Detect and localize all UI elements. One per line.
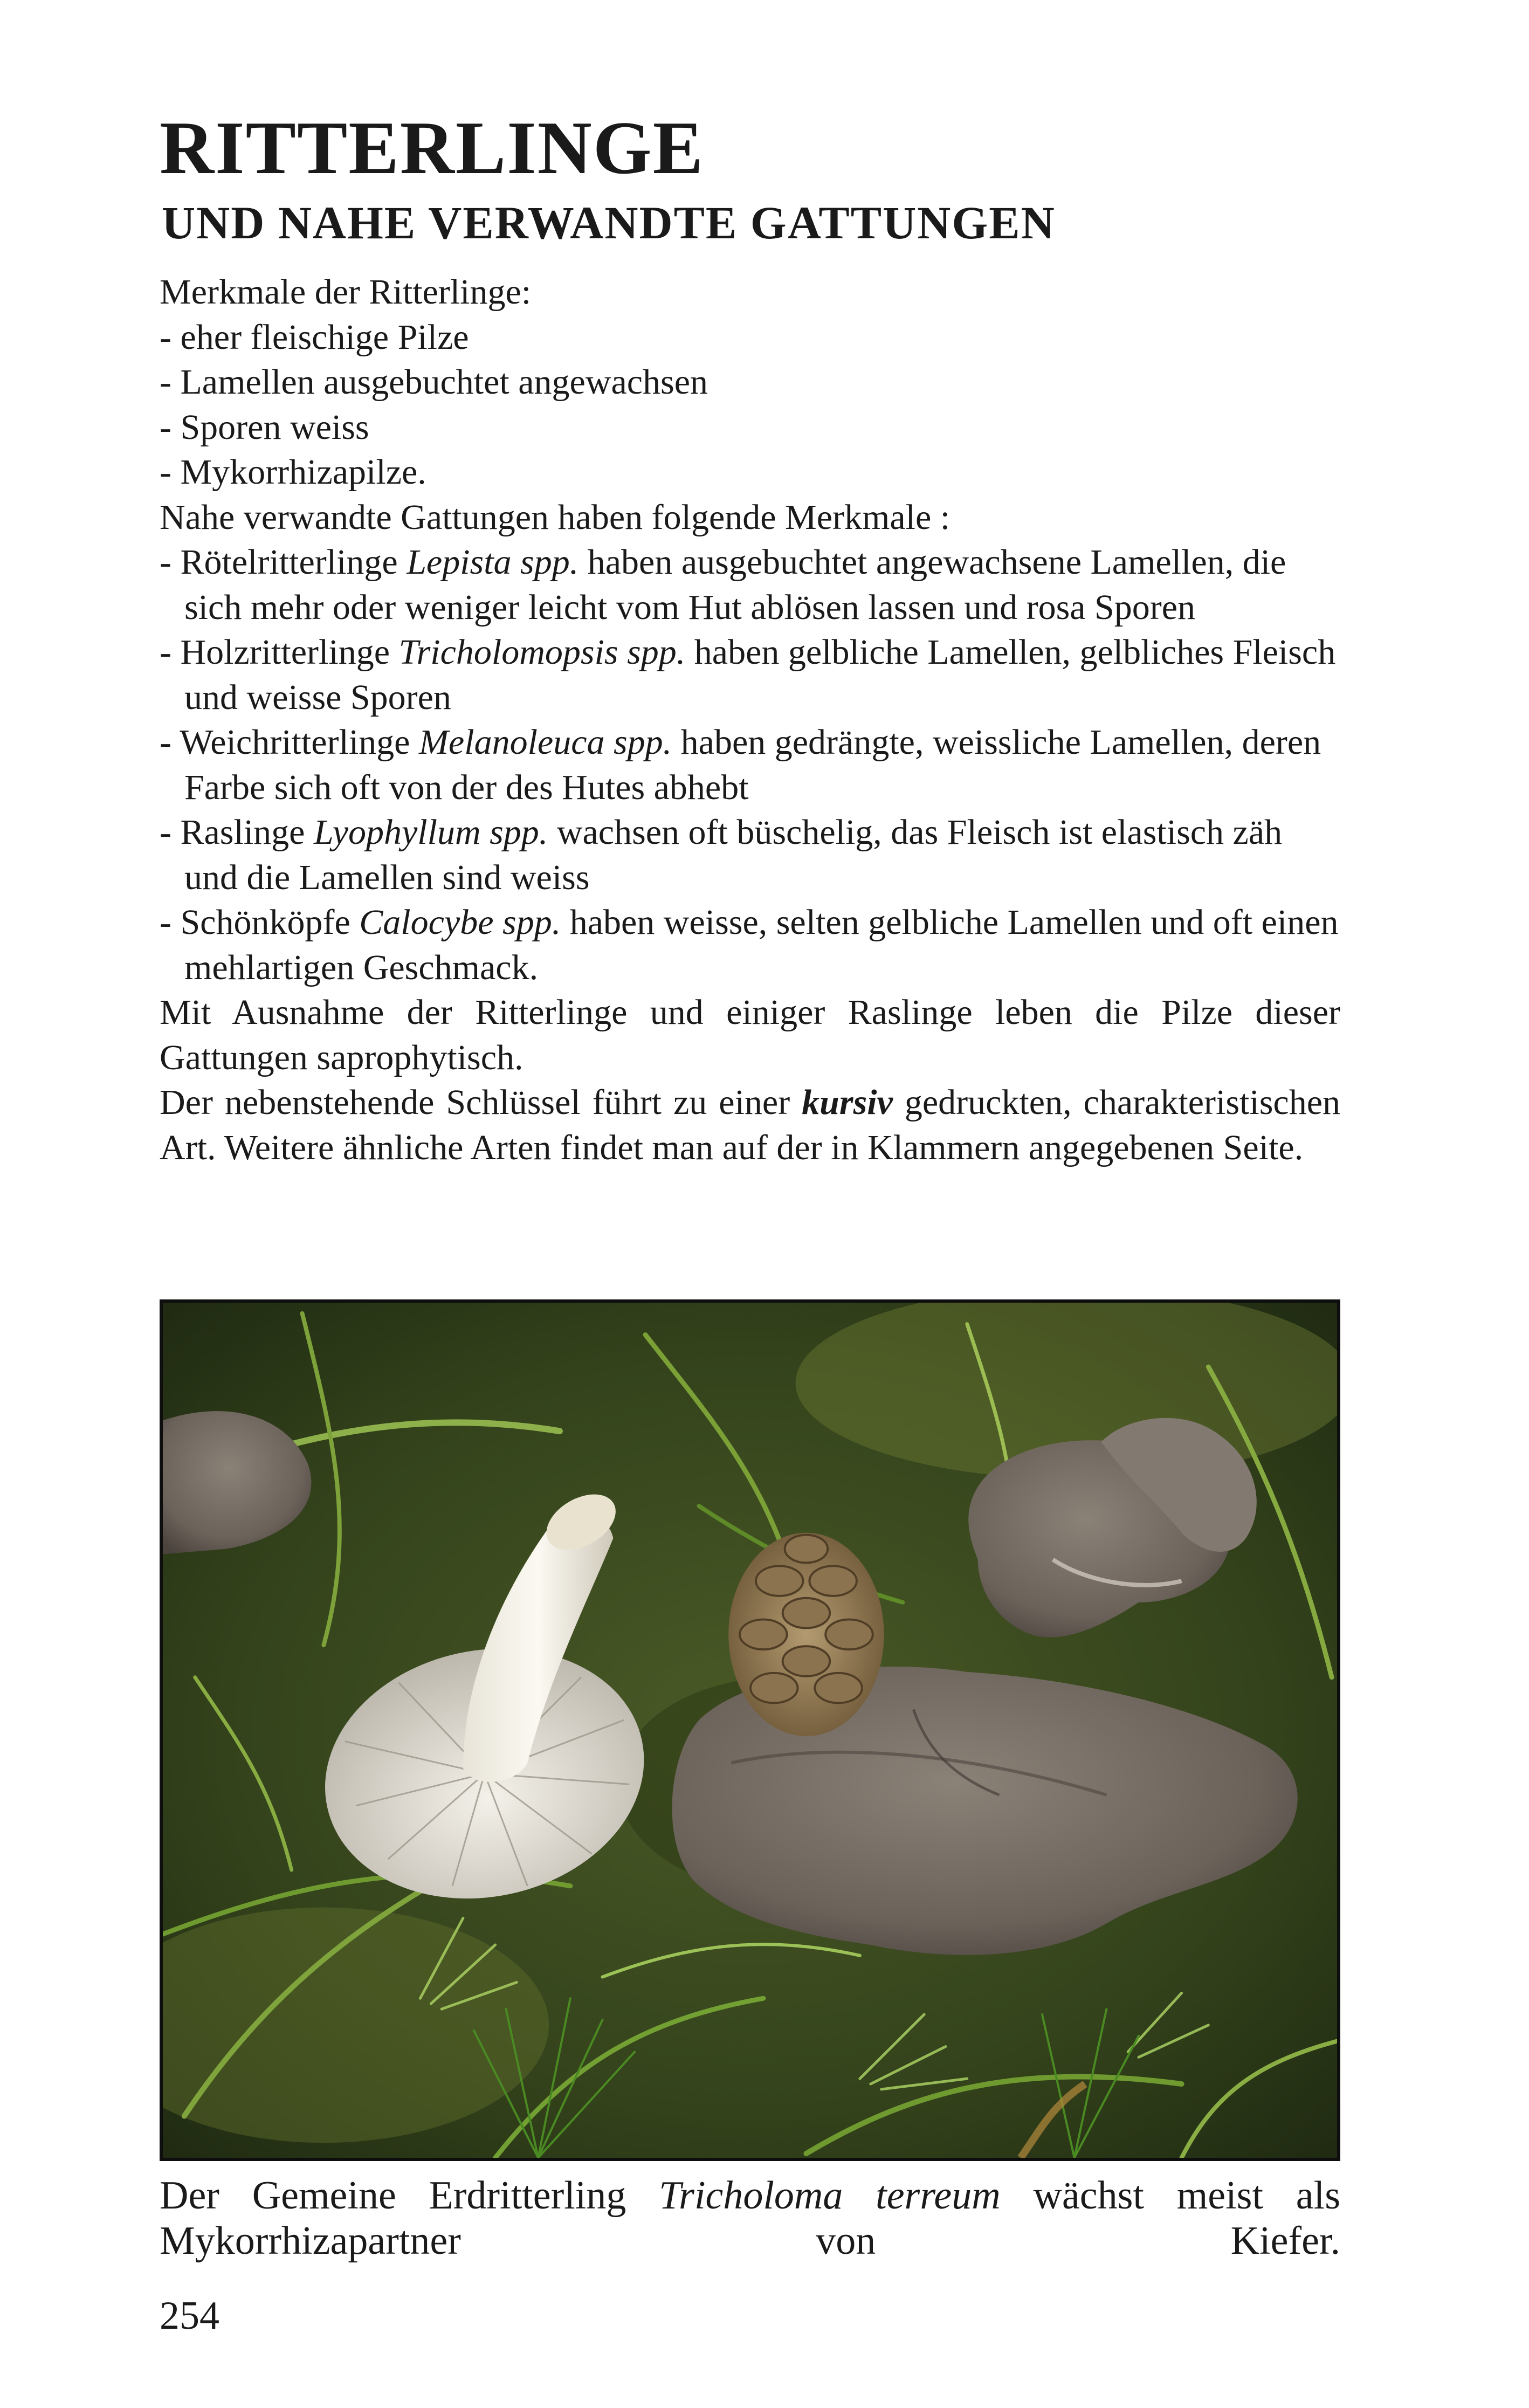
related-item-lepista <box>160 540 1340 630</box>
genus-common-name: - Schönköpfe <box>160 903 360 942</box>
genus-latin-name: Melanoleuca spp. <box>418 723 672 762</box>
mushroom-photo-image <box>163 1303 1337 2158</box>
caption-text: wächst meist als Mykorrhizapartner von Kiefer. <box>160 2173 1340 2263</box>
feature-item: - Sporen weiss <box>160 407 369 447</box>
caption-latin-name: Tricholoma terreum <box>659 2173 1001 2218</box>
page-subtitle: UND NAHE VERWANDTE GATTUNGEN <box>162 197 1056 249</box>
feature-item: - Lamellen ausgebuchtet angewachsen <box>160 362 708 402</box>
feature-item: - Mykorrhizapilze. <box>160 452 426 492</box>
genus-common-name: - Raslinge <box>160 813 314 852</box>
paragraph-saprophytic: Mit Ausnahme der Ritterlinge und einiger Raslinge leben die Pilze dieser Gattungen saprophytisch. <box>160 993 1340 1077</box>
related-item-tricholomopsis <box>160 630 1340 720</box>
related-item-melanoleuca <box>160 720 1340 810</box>
genus-description: haben weisse, selten gelbliche Lamellen und oft einen mehlartigen Geschmack. <box>184 903 1339 987</box>
genus-description: haben ausgebuchtet angewachsene Lamellen, die sich mehr oder weniger leicht vom Hut ablösen lassen und rosa Sporen <box>184 542 1286 627</box>
related-item-calocybe <box>160 900 1340 990</box>
genus-description: haben gelbliche Lamellen, gelbliches Fleisch und weisse Sporen <box>184 632 1336 717</box>
key-note-emphasis: kursiv <box>802 1083 893 1122</box>
feature-item: - eher fleischige Pilze <box>160 317 469 357</box>
page-title: RITTERLINGE <box>160 106 705 190</box>
mushroom-photo <box>160 1299 1340 2161</box>
paragraph-key-note <box>160 1080 1340 1170</box>
genus-latin-name: Lepista spp. <box>407 542 579 582</box>
features-intro: Merkmale der Ritterlinge: <box>160 272 532 312</box>
related-intro: Nahe verwandte Gattungen haben folgende Merkmale : <box>160 497 951 537</box>
caption-text: Der Gemeine Erdritterling <box>160 2173 659 2218</box>
related-item-lyophyllum <box>160 810 1340 900</box>
photo-caption <box>160 2173 1340 2263</box>
genus-common-name: - Holzritterlinge <box>160 632 399 672</box>
genus-latin-name: Lyophyllum spp. <box>313 813 548 852</box>
genus-description: haben gedrängte, weissliche Lamellen, deren Farbe sich oft von der des Hutes abhebt <box>184 723 1321 807</box>
genus-latin-name: Tricholomopsis spp. <box>398 632 686 672</box>
key-note-text: gedruckten, charakteristischen Art. Weitere ähnliche Arten findet man auf der in Klammern angegebenen Seite. <box>160 1083 1340 1167</box>
genus-common-name: - Weichritterlinge <box>160 723 419 762</box>
genus-latin-name: Calocybe spp. <box>359 903 561 942</box>
body-text <box>160 270 1340 1170</box>
genus-common-name: - Rötelritterlinge <box>160 542 407 582</box>
genus-description: wachsen oft büschelig, das Fleisch ist elastisch zäh und die Lamellen sind weiss <box>184 813 1283 897</box>
key-note-text: Der nebenstehende Schlüssel führt zu einer <box>160 1083 802 1122</box>
page-number: 254 <box>160 2294 219 2338</box>
